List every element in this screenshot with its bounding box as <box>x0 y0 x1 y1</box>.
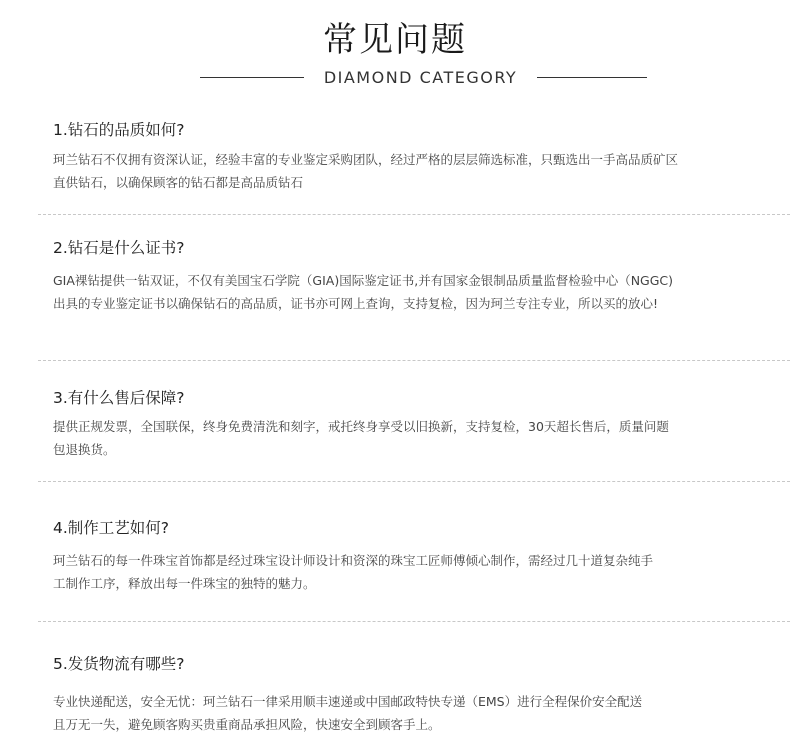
faq-answer-line: GIA裸钻提供一钻双证，不仅有美国宝石学院（GIA)国际鉴定证书,并有国家金银制品质量监督检验中心（NGGC) <box>53 273 674 288</box>
page-subtitle: DIAMOND CATEGORY <box>323 68 518 87</box>
faq-question: 2.钻石是什么证书? <box>53 239 185 257</box>
faq-question: 3.有什么售后保障? <box>53 389 185 407</box>
faq-answer <box>53 549 753 595</box>
subtitle-right-rule <box>537 77 647 78</box>
faq-answer-line: 珂兰钻石不仅拥有资深认证，经验丰富的专业鉴定采购团队，经过严格的层层筛选标准，只甄选出一手高品质矿区 <box>53 152 679 167</box>
subtitle-row <box>0 66 790 90</box>
faq-divider <box>38 214 790 215</box>
faq-divider <box>38 621 790 622</box>
faq-answer <box>53 148 753 194</box>
faq-answer-line: 提供正规发票，全国联保，终身免费清洗和刻字，戒托终身享受以旧换新，支持复检，30天超长售后，质量问题 <box>53 419 669 434</box>
subtitle-left-rule <box>200 77 304 78</box>
faq-answer <box>53 415 753 461</box>
faq-answer-line: 包退换货。 <box>53 442 116 457</box>
faq-question: 4.制作工艺如何? <box>53 519 170 537</box>
page-header <box>0 0 790 100</box>
faq-answer-line: 直供钻石，以确保顾客的钻石都是高品质钻石 <box>53 175 304 190</box>
faq-question: 5.发货物流有哪些? <box>53 655 185 673</box>
page-title: 常见问题 <box>323 20 467 60</box>
faq-answer <box>53 269 753 315</box>
faq-divider <box>38 481 790 482</box>
faq-question: 1.钻石的品质如何? <box>53 121 185 139</box>
faq-answer-line: 工制作工序，释放出每一件珠宝的独特的魅力。 <box>53 576 316 591</box>
faq-answer <box>53 690 753 736</box>
faq-answer-line: 且万无一失，避免顾客购买贵重商品承担风险，快速安全到顾客手上。 <box>53 717 441 732</box>
faq-answer-line: 珂兰钻石的每一件珠宝首饰都是经过珠宝设计师设计和资深的珠宝工匠师傅倾心制作，需经过几十道复杂纯手 <box>53 553 654 568</box>
faq-answer-line: 专业快递配送，安全无忧：珂兰钻石一律采用顺丰速递或中国邮政特快专递（EMS）进行全程保价安全配送 <box>53 694 643 709</box>
faq-answer-line: 出具的专业鉴定证书以确保钻石的高品质，证书亦可网上查询，支持复检，因为珂兰专注专业，所以买的放心! <box>53 296 659 311</box>
faq-divider <box>38 360 790 361</box>
